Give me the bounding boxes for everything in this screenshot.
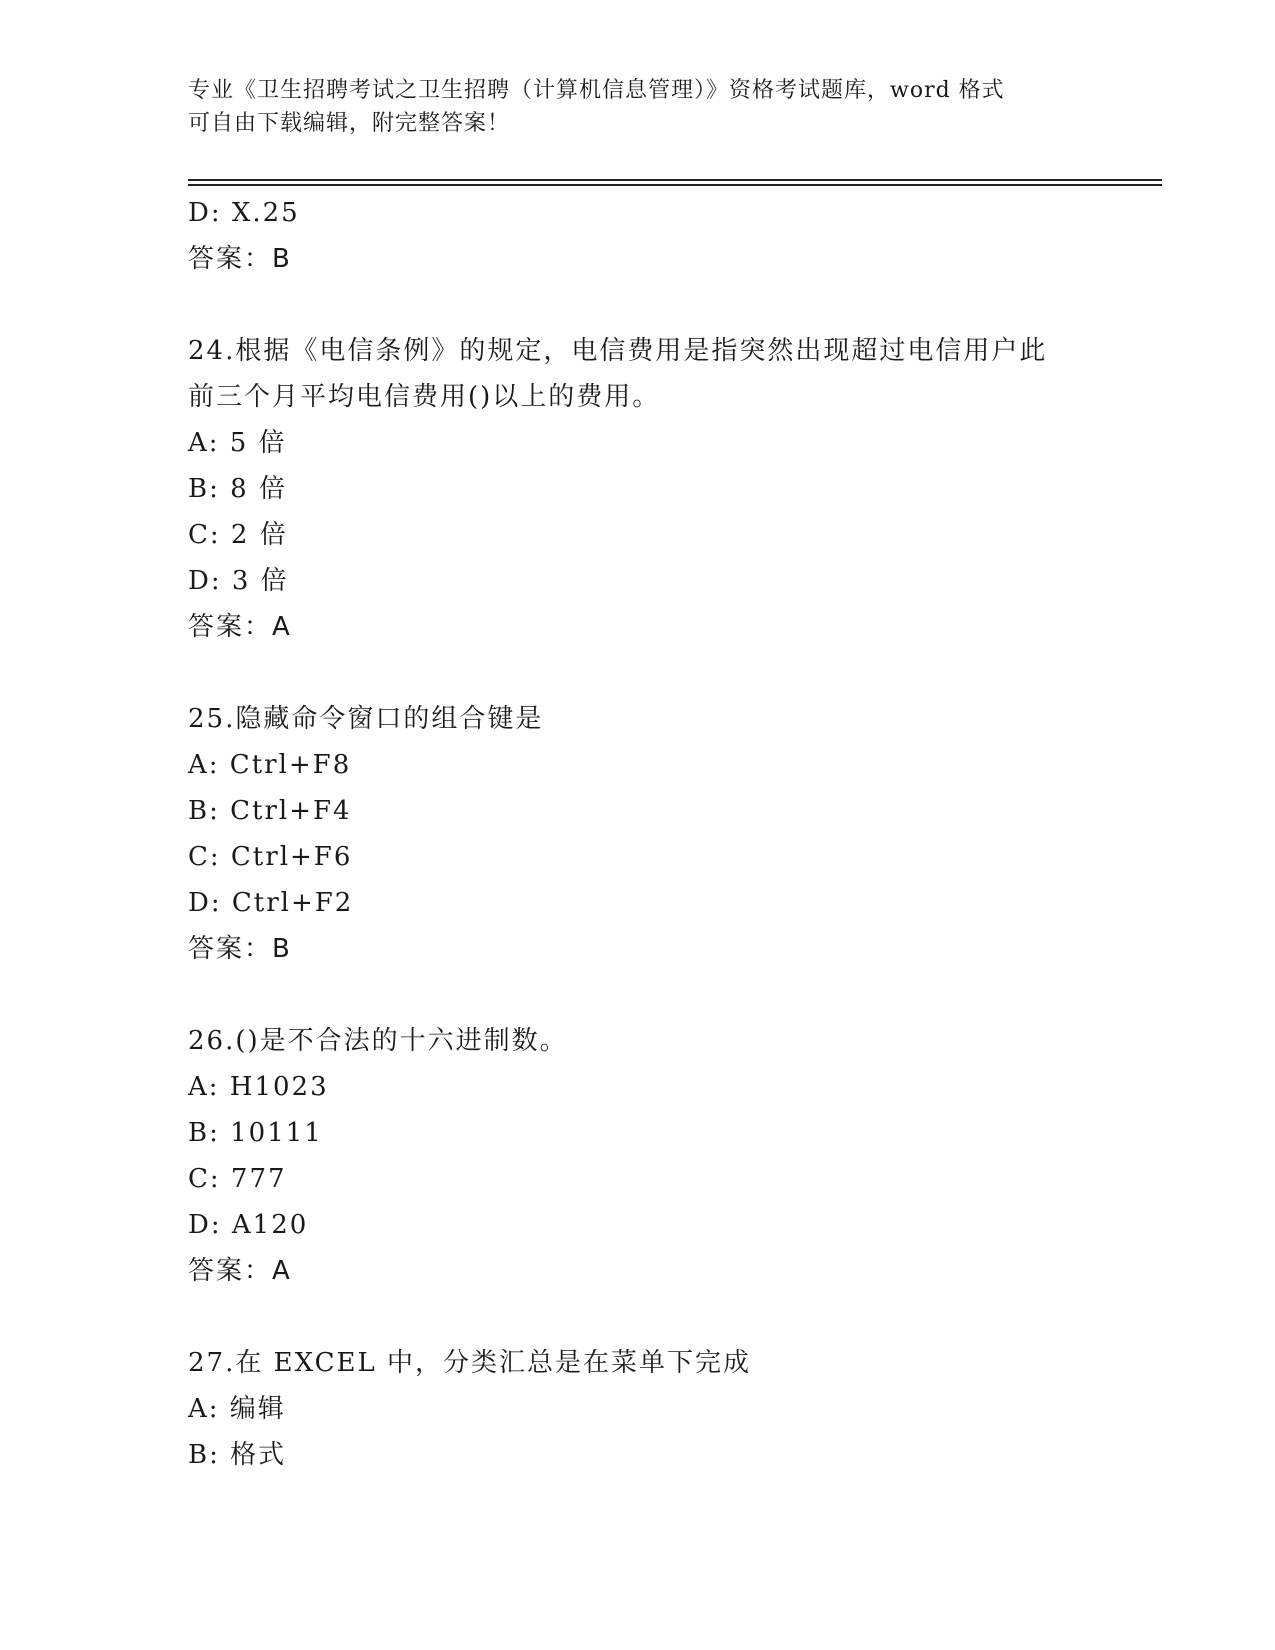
option-a: A: Ctrl+F8 — [188, 750, 352, 780]
question-title-line: 前三个月平均电信费用()以上的费用。 — [188, 382, 661, 412]
option-a: A: H1023 — [188, 1072, 329, 1102]
question-title-line: 26.()是不合法的十六进制数。 — [188, 1026, 568, 1056]
option-b: B: Ctrl+F4 — [188, 796, 352, 826]
question-title — [188, 328, 1088, 420]
document-header — [188, 74, 1088, 140]
header-line-1: 专业《卫生招聘考试之卫生招聘（计算机信息管理）》资格考试题库，word 格式 — [188, 78, 1005, 103]
option-c: C: 2 倍 — [188, 520, 288, 550]
option-b: B: 8 倍 — [188, 474, 287, 504]
option-b: B: 10111 — [188, 1118, 323, 1148]
header-divider-top — [188, 179, 1162, 181]
option-d: D: Ctrl+F2 — [188, 888, 354, 918]
answer-line: 答案：A — [188, 1256, 292, 1286]
option-d: D: 3 倍 — [188, 566, 289, 596]
header-line-2: 可自由下载编辑，附完整答案！ — [188, 111, 511, 136]
answer-line: 答案：B — [188, 244, 292, 274]
answer-line: 答案：A — [188, 612, 292, 642]
option-c: C: Ctrl+F6 — [188, 842, 353, 872]
question-title — [188, 1340, 1088, 1386]
question-title — [188, 696, 1088, 742]
question-title-line: 24.根据《电信条例》的规定，电信费用是指突然出现超过电信用户此 — [188, 336, 1048, 366]
option-c: C: 777 — [188, 1164, 287, 1194]
option-a: A: 5 倍 — [188, 428, 287, 458]
option-d: D: X.25 — [188, 198, 300, 228]
header-divider-bottom — [188, 184, 1162, 186]
option-d: D: A120 — [188, 1210, 309, 1240]
option-b: B: 格式 — [188, 1440, 287, 1470]
question-title — [188, 1018, 1088, 1064]
question-title-line: 27.在 EXCEL 中，分类汇总是在菜单下完成 — [188, 1348, 752, 1378]
question-title-line: 25.隐藏命令窗口的组合键是 — [188, 704, 544, 734]
question-list — [188, 190, 1088, 1478]
answer-line: 答案：B — [188, 934, 292, 964]
option-a: A: 编辑 — [188, 1394, 286, 1424]
